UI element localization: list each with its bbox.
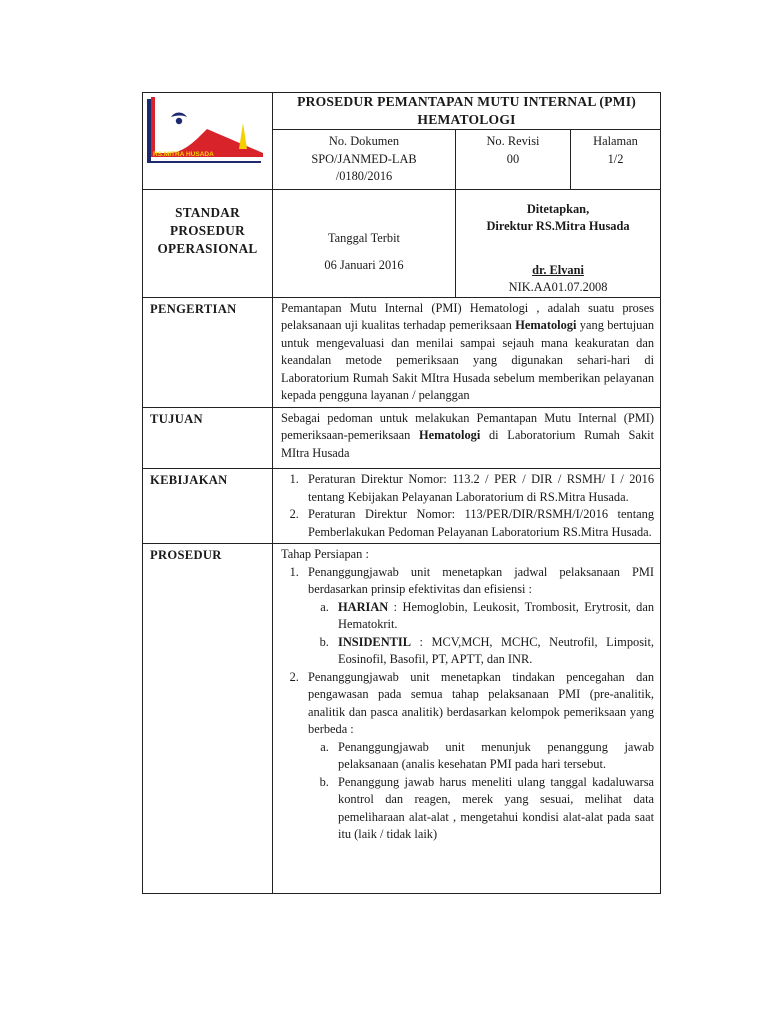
- doc-number-cell: [273, 130, 456, 190]
- step-2-text: Penanggungjawab unit menetapkan tindakan pencegahan dan pengawasan pada semua tahap pelaksanaan PMI (pre-analitik, analitik dan pasca analitik) berdasarkan kelompok pemeriksaan yang berbeda :: [308, 669, 655, 736]
- substep: [332, 634, 654, 669]
- tujuan-text-bold: Hematologi: [419, 428, 481, 442]
- kebijakan-item: 2. Peraturan Direktur Nomor: 113/PER/DIR/RSMH/I/2016 tentang Pemberlakukan Pedoman Pelayanan Laboratorium RS.Mitra Husada.: [302, 506, 654, 541]
- tujuan-content: [273, 407, 661, 469]
- kebijakan-item: 1. Peraturan Direktur Nomor: 113.2 / PER / DIR / RSMH/ I / 2016 tentang Kebijakan Pelayanan Laboratorium di RS.Mitra Husada.: [302, 471, 654, 506]
- logo-yellow-shape: [239, 123, 247, 149]
- approval-director: Direktur RS.Mitra Husada: [486, 219, 630, 233]
- step-2-substeps: [308, 739, 654, 844]
- issue-date-cell: [273, 189, 456, 297]
- prosedur-intro: Tahap Persiapan :: [281, 547, 369, 561]
- tujuan-text-b: di Laboratorium Rumah Sakit MItra Husada: [281, 428, 655, 460]
- title-line-2: HEMATOLOGI: [417, 112, 516, 127]
- prosedur-label: PROSEDUR: [143, 544, 273, 894]
- logo-dot-shape: [176, 118, 182, 124]
- revision-cell: [456, 130, 571, 190]
- tujuan-label: TUJUAN: [143, 407, 273, 469]
- title-line-1: PROSEDUR PEMANTAPAN MUTU INTERNAL (PMI): [297, 94, 636, 109]
- issue-date-value: 06 Januari 2016: [324, 258, 404, 272]
- pengertian-label: PENGERTIAN: [143, 297, 273, 407]
- pengertian-text-a: Pemantapan Mutu Internal (PMI) Hematologi , adalah suatu proses pelaksanaan uji kualitas terhadap pemeriksaan: [281, 300, 655, 332]
- hospital-logo: [143, 93, 271, 179]
- pengertian-text-bold: Hematologi: [515, 318, 577, 332]
- document-title: [273, 93, 661, 130]
- pengertian-text-b: yang bertujuan untuk mengevaluasi dan menilai sampai sejauh mana keakuratan dan keandalan metode pemeriksaan yang digunakan sehari-hari di Laboratorium Rumah Sakit MItra Husada sebelum memberikan pelayanan kepada pengguna layanan / pelanggan: [281, 318, 655, 402]
- page-cell: [571, 130, 661, 190]
- substep-insidentil-text: : MCV,MCH, MCHC, Neutrofil, Limposit, Eosinofil, Basofil, PT, APTT, dan INR.: [338, 634, 655, 666]
- page-label: Halaman: [593, 134, 638, 148]
- doc-number-line-1: SPO/JANMED-LAB: [311, 151, 417, 166]
- substep: a. Penanggungjawab unit menunjuk penanggung jawab pelaksanaan (analis kesehatan PMI pada hari tersebut.: [332, 739, 654, 774]
- sop-document-table: [142, 92, 661, 894]
- logo-text: RS.MITRA HUSADA: [153, 151, 214, 158]
- revision-value: 00: [506, 151, 520, 166]
- prosedur-steps: [281, 564, 654, 844]
- substep: b. Penanggung jawab harus meneliti ulang tanggal kadaluwarsa kontrol dan reagen, merek yang sesuai, melihat data pemeliharaan alat-alat , mengetahui kondisi alat-alat pada saat itu (laik / tidak laik): [332, 774, 654, 844]
- approval-cell: [456, 189, 661, 297]
- page-value: 1/2: [607, 151, 624, 166]
- kebijakan-content: [273, 469, 661, 544]
- hospital-logo-cell: [143, 93, 273, 190]
- signer-name: dr. Elvani: [532, 262, 584, 277]
- kebijakan-label: KEBIJAKAN: [143, 469, 273, 544]
- pengertian-content: [273, 297, 661, 407]
- substep: [332, 599, 654, 634]
- sop-label-cell: [143, 189, 273, 297]
- approval-ditetapkan: Ditetapkan,: [526, 201, 590, 216]
- prosedur-content: [273, 544, 661, 894]
- doc-number-line-2: /0180/2016: [335, 169, 393, 183]
- prosedur-step: [302, 669, 654, 844]
- substep-insidentil-label: INSIDENTIL: [338, 634, 411, 649]
- logo-wing-shape: [171, 113, 187, 118]
- issue-date-label: Tanggal Terbit: [327, 230, 400, 245]
- sop-label-line-1: STANDAR: [175, 204, 240, 220]
- tujuan-text-a: Sebagai pedoman untuk melakukan Pemantapan Mutu Internal (PMI) pemeriksaan-pemeriksaan: [281, 410, 655, 442]
- signer-nik: NIK.AA01.07.2008: [508, 280, 608, 294]
- substep-harian-label: HARIAN: [338, 599, 389, 614]
- step-1-text: Penanggungjawab unit menetapkan jadwal pelaksanaan PMI berdasarkan prinsip efektivitas dan efisiensi :: [308, 564, 655, 596]
- doc-number-label: No. Dokumen: [328, 134, 400, 148]
- kebijakan-list: [281, 471, 654, 541]
- substep-harian-text: : Hemoglobin, Leukosit, Trombosit, Erytrosit, dan Hematokrit.: [338, 599, 655, 631]
- sop-label-line-2: PROSEDUR: [170, 222, 245, 238]
- prosedur-step: [302, 564, 654, 669]
- step-1-substeps: [308, 599, 654, 669]
- sop-label-line-3: OPERASIONAL: [157, 240, 258, 256]
- revision-label: No. Revisi: [486, 134, 540, 148]
